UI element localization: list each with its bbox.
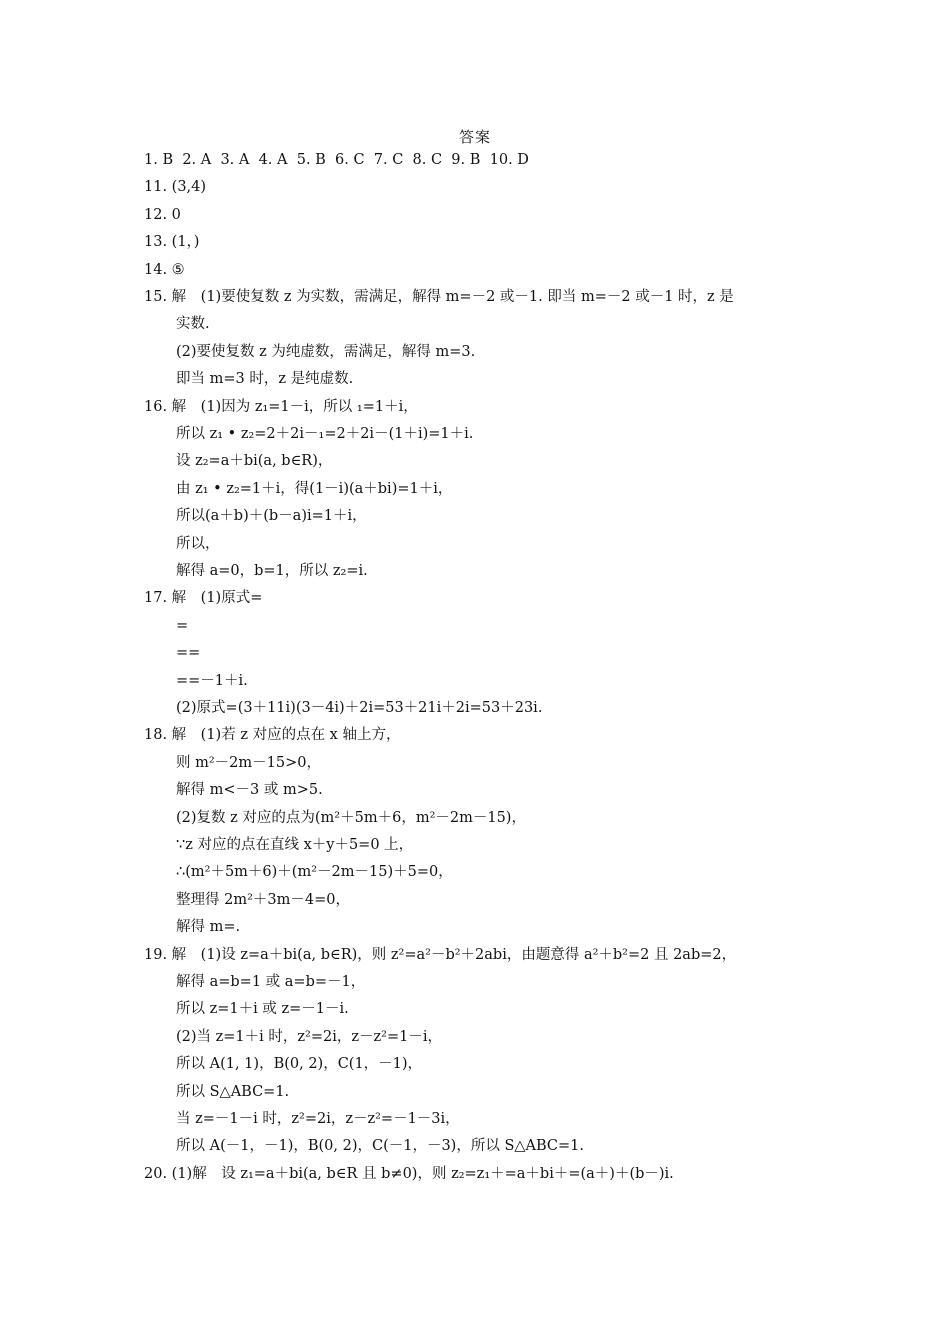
answer-line: == [176, 645, 201, 662]
answer-line: 1. B 2. A 3. A 4. A 5. B 6. C 7. C 8. C 9. B 10. D [144, 152, 529, 168]
answer-line: 则 m²－2m－15>0， [176, 754, 321, 771]
answer-line: 12. 0 [144, 206, 181, 223]
answer-line: 19. 解 (1)设 z=a＋bi(a, b∈R)，则 z²=a²－b²＋2abi，由题意得 a²＋b²=2 且 2ab=2， [144, 946, 737, 963]
answer-line: ∴(m²＋5m＋6)＋(m²－2m－15)＋5=0， [176, 864, 453, 881]
answer-line: 13. (1，) [144, 234, 200, 251]
answer-line: 由 z₁ • z₂=1＋i，得(1－i)(a＋bi)=1＋i， [176, 480, 453, 497]
answer-line: ∵z 对应的点在直线 x＋y＋5=0 上， [176, 837, 414, 853]
answer-line: 11. (3,4) [144, 179, 207, 196]
answer-line: 解得 m=. [176, 919, 241, 936]
answer-line: 所以(a＋b)＋(b－a)i=1＋i， [176, 508, 367, 525]
answer-line: 实数. [176, 316, 210, 333]
answer-line: 当 z=－1－i 时，z²=2i，z－z²=－1－3i， [176, 1111, 460, 1127]
answer-line: (2)当 z=1＋i 时，z²=2i，z－z²=1－i， [176, 1028, 442, 1045]
answer-line: = [176, 617, 189, 634]
answer-line: 15. 解 (1)要使复数 z 为实数，需满足，解得 m=－2 或－1. 即当 m=－2 或－1 时，z 是 [144, 289, 734, 305]
answer-line: 所以 z=1＋i 或 z=－1－i. [176, 1001, 349, 1018]
answer-line: 所以 z₁ • z₂=2＋2i－₁=2＋2i－(1＋i)=1＋i. [176, 426, 474, 442]
answer-line: 解得 m<－3 或 m>5. [176, 782, 323, 799]
answer-line: 14. ⑤ [144, 261, 185, 278]
answer-line: 17. 解 (1)原式= [144, 590, 263, 607]
answer-line: 所以 A(1, 1)，B(0, 2)，C(1，－1)， [176, 1056, 423, 1073]
answer-line: 所以 S△ABC=1. [176, 1083, 290, 1100]
answer-line: 解得 a=0，b=1，所以 z₂=i. [176, 563, 368, 579]
page-title: 答案 [458, 128, 491, 146]
answer-line: 16. 解 (1)因为 z₁=1－i，所以 ₁=1＋i， [144, 398, 418, 415]
answer-line: 所以 A(－1，－1)，B(0, 2)，C(－1，－3)，所以 S△ABC=1. [176, 1138, 585, 1155]
answer-line: 设 z₂=a＋bi(a, b∈R)， [176, 453, 333, 470]
answer-line: 所以， [176, 535, 220, 552]
answer-line: (2)复数 z 对应的点为(m²＋5m＋6，m²－2m－15)， [176, 809, 526, 826]
answer-line: 18. 解 (1)若 z 对应的点在 x 轴上方， [144, 727, 401, 744]
answer-line: 整理得 2m²＋3m－4=0， [176, 891, 350, 908]
answer-line: (2)原式=(3＋11i)(3－4i)＋2i=53＋21i＋2i=53＋23i. [176, 700, 543, 716]
answer-line: 解得 a=b=1 或 a=b=－1， [176, 974, 366, 990]
answer-line: 20. (1)解 设 z₁=a＋bi(a, b∈R 且 b≠0)，则 z₂=z₁＋=a＋bi＋=(a＋)＋(b－)i. [144, 1165, 674, 1182]
answer-line: 即当 m=3 时，z 是纯虚数. [176, 371, 354, 388]
answer-line: ==－1＋i. [176, 672, 248, 689]
answer-line: (2)要使复数 z 为纯虚数，需满足，解得 m=3. [176, 343, 476, 360]
